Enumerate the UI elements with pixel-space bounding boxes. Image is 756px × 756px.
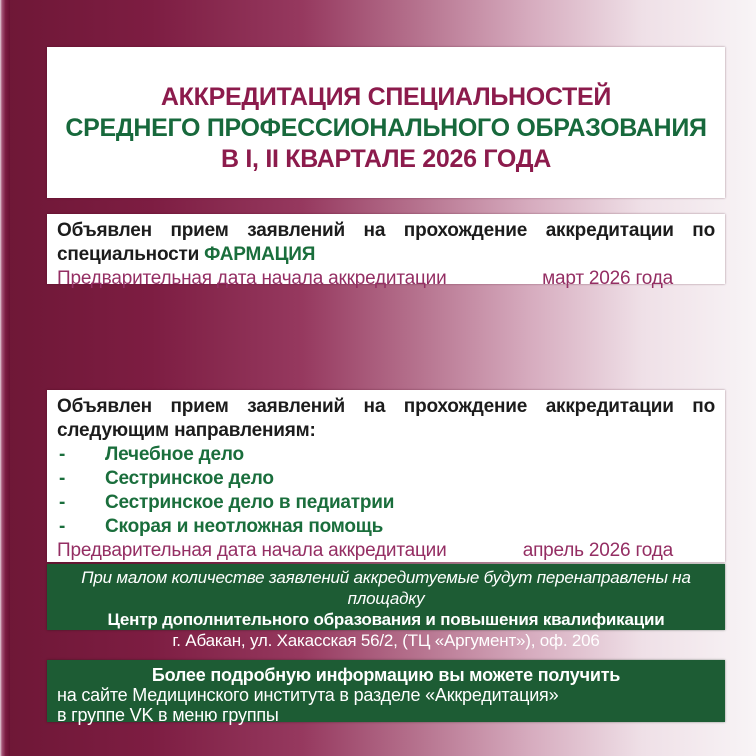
directions-date-label: Предварительная дата начала аккредитации [57, 540, 447, 561]
specialty-name: ФАРМАЦИЯ [204, 244, 316, 265]
directions-date-row [57, 539, 715, 563]
list-item [57, 491, 715, 515]
redirect-notice-box [47, 564, 725, 650]
list-item [57, 467, 715, 491]
more-info-site-line: на сайте Медицинского института в разделе «Аккредитация» [57, 685, 559, 705]
pharmacy-date-row [57, 267, 715, 291]
list-dash: - [59, 516, 66, 537]
specialty-label-prefix: специальности [57, 244, 205, 265]
list-item-label: Скорая и неотложная помощь [105, 516, 384, 537]
announcement-directions-box [47, 390, 725, 562]
list-dash: - [59, 492, 66, 513]
list-item [57, 443, 715, 467]
announcement-pharmacy-box [47, 214, 725, 289]
list-item-label: Сестринское дело в педиатрии [105, 492, 395, 513]
left-border-stripe [0, 0, 10, 756]
page-title-line-1: АККРЕДИТАЦИЯ СПЕЦИАЛЬНОСТЕЙ [160, 83, 612, 111]
redirect-center-address: г. Абакан, ул. Хакасская 56/2, (ТЦ «Аргумент»), оф. 206 [172, 631, 600, 650]
directions-date-value: апрель 2026 года [522, 540, 673, 561]
pharmacy-date-value: март 2026 года [542, 268, 673, 289]
redirect-center-name: Центр дополнительного образования и повышения квалификации [107, 610, 665, 629]
announcement-pharmacy-line-2 [57, 243, 715, 267]
list-item [57, 515, 715, 539]
content-column [47, 47, 725, 725]
list-dash: - [59, 468, 66, 489]
title-box [47, 47, 725, 198]
page-title-line-2: СРЕДНЕГО ПРОФЕССИОНАЛЬНОГО ОБРАЗОВАНИЯ [65, 114, 707, 142]
more-info-box [47, 660, 725, 725]
more-info-heading: Более подробную информацию вы можете получить [151, 665, 621, 685]
announcement-directions-line-1: Объявлен прием заявлений на прохождение аккредитации по [57, 396, 715, 417]
list-item-label: Сестринское дело [105, 468, 274, 489]
announcement-pharmacy-line-1: Объявлен прием заявлений на прохождение аккредитации по [57, 220, 715, 241]
list-dash: - [59, 444, 66, 465]
more-info-vk-line: в группе VK в меню группы [57, 705, 279, 725]
page-title-line-3: В I, II КВАРТАЛЕ 2026 ГОДА [221, 145, 551, 173]
pharmacy-date-label: Предварительная дата начала аккредитации [57, 268, 447, 289]
redirect-notice-text: При малом количестве заявлений аккредитуемые будут перенаправлены на площадку [81, 568, 691, 608]
announcement-directions-line-2: следующим направлениям: [57, 420, 316, 441]
list-item-label: Лечебное дело [105, 444, 244, 465]
